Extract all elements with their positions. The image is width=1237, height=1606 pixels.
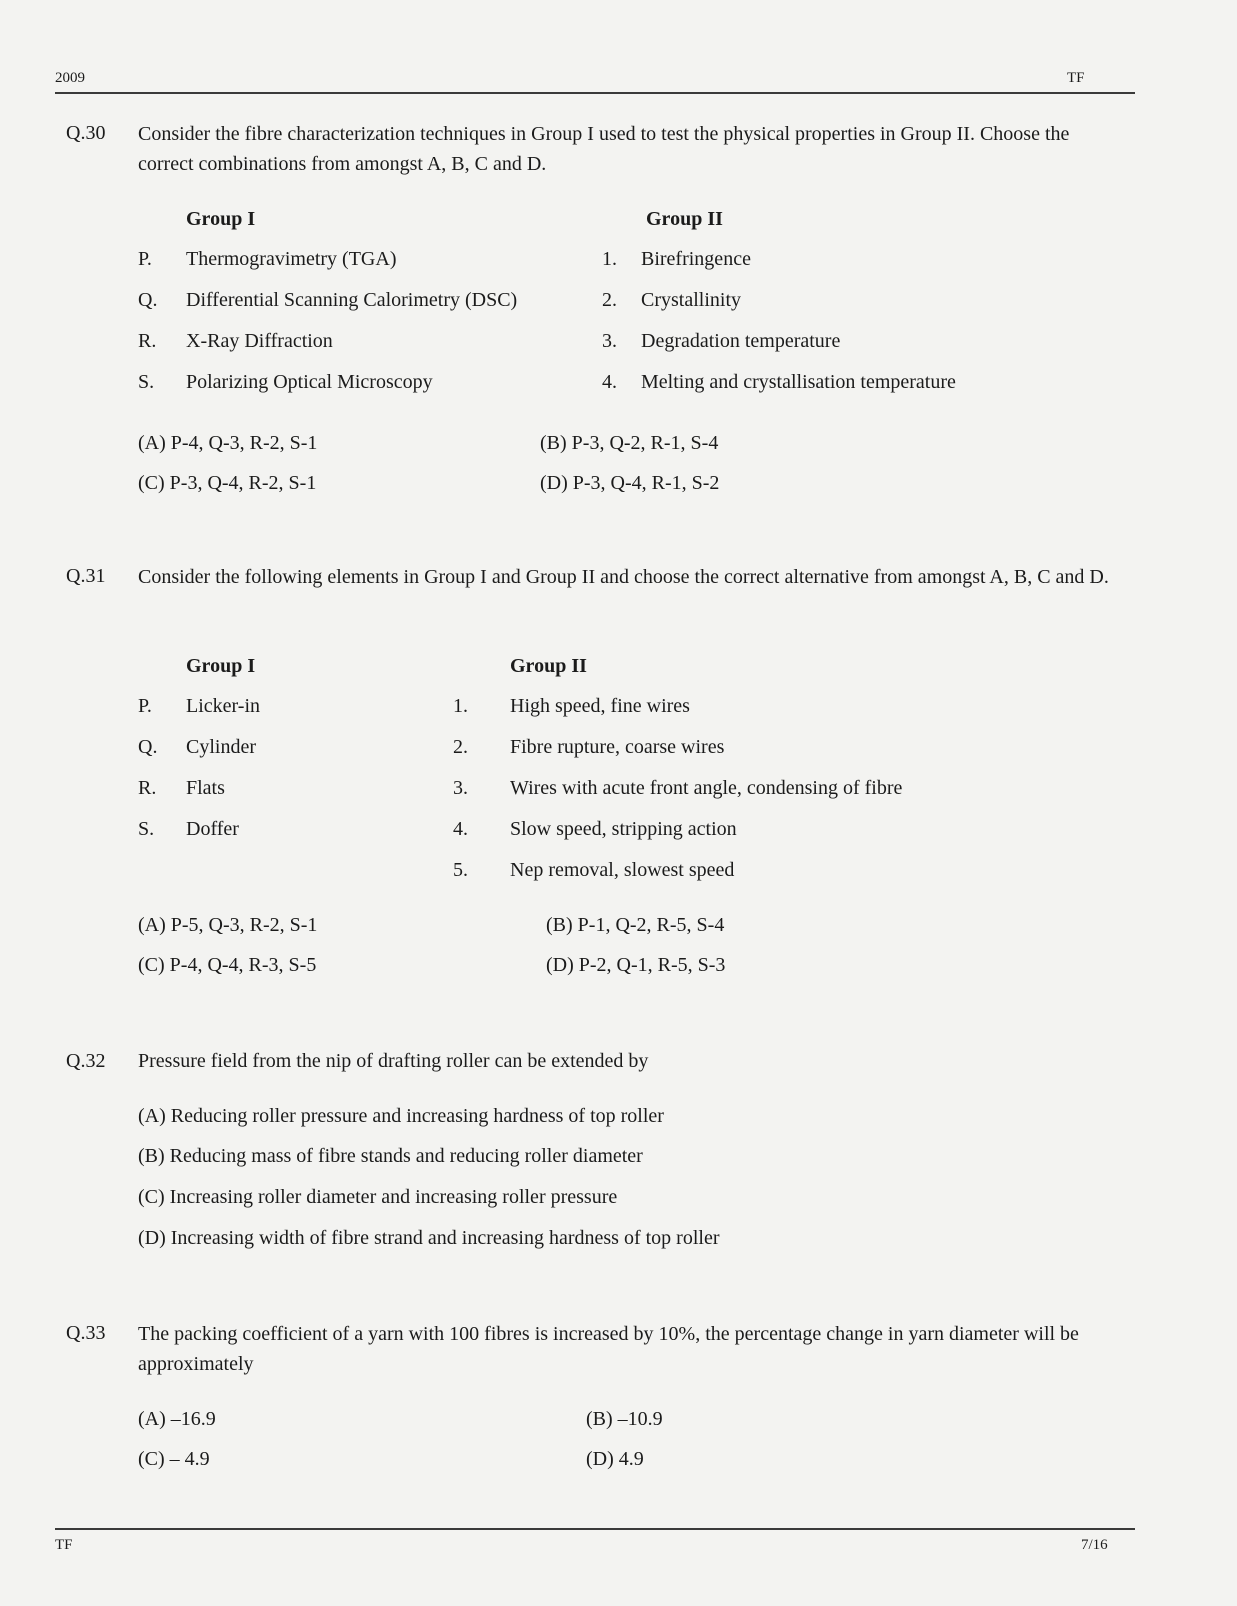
question-number: Q.33	[66, 1322, 106, 1344]
header-code: TF	[1067, 70, 1085, 86]
group-1-heading: Group I	[186, 655, 256, 677]
group-2-key: 4.	[453, 818, 468, 840]
group-1-key: P.	[138, 695, 152, 717]
group-1-key: S.	[138, 818, 155, 840]
option-c[interactable]: (C) Increasing roller diameter and increasing roller pressure	[138, 1186, 618, 1208]
question-text: The packing coefficient of a yarn with 100 fibres is increased by 10%, the percentage change in yarn diameter will be approximately	[138, 1323, 1079, 1375]
group-1-heading: Group I	[186, 208, 256, 230]
option-d[interactable]: (D) P-3, Q-4, R-1, S-2	[540, 472, 720, 494]
question-text: Consider the following elements in Group I and Group II and choose the correct alternative from amongst A, B, C and D.	[138, 566, 1109, 588]
group-2-key: 4.	[602, 371, 617, 393]
group-2-item: Wires with acute front angle, condensing of fibre	[510, 777, 903, 799]
option-b[interactable]: (B) Reducing mass of fibre stands and reducing roller diameter	[138, 1145, 643, 1167]
group-1-item: Thermogravimetry (TGA)	[186, 248, 397, 270]
option-b[interactable]: (B) P-1, Q-2, R-5, S-4	[546, 914, 725, 936]
page-number: 7/16	[1081, 1537, 1108, 1553]
group-1-key: R.	[138, 777, 157, 799]
group-2-item: Degradation temperature	[641, 330, 841, 352]
option-b[interactable]: (B) –10.9	[586, 1408, 663, 1430]
option-a[interactable]: (A) –16.9	[138, 1408, 216, 1430]
group-1-item: Doffer	[186, 818, 239, 840]
group-2-key: 2.	[453, 736, 468, 758]
option-c[interactable]: (C) P-4, Q-4, R-3, S-5	[138, 954, 317, 976]
option-a[interactable]: (A) Reducing roller pressure and increasing hardness of top roller	[138, 1105, 664, 1127]
question-number: Q.31	[66, 565, 106, 587]
option-c[interactable]: (C) P-3, Q-4, R-2, S-1	[138, 472, 317, 494]
group-2-key: 5.	[453, 859, 468, 881]
option-c[interactable]: (C) – 4.9	[138, 1448, 210, 1470]
group-2-heading: Group II	[510, 655, 587, 677]
group-2-key: 3.	[453, 777, 468, 799]
group-2-key: 1.	[602, 248, 617, 270]
group-2-heading: Group II	[646, 208, 723, 230]
footer-rule	[55, 1528, 1135, 1530]
group-1-item: X-Ray Diffraction	[186, 330, 333, 352]
header-rule	[55, 92, 1135, 94]
group-2-item: Crystallinity	[641, 289, 741, 311]
question-number: Q.32	[66, 1050, 106, 1072]
group-1-key: P.	[138, 248, 152, 270]
header-year: 2009	[55, 70, 85, 86]
group-1-item: Differential Scanning Calorimetry (DSC)	[186, 289, 518, 311]
group-1-item: Polarizing Optical Microscopy	[186, 371, 433, 393]
group-2-key: 3.	[602, 330, 617, 352]
group-1-item: Flats	[186, 777, 225, 799]
footer-code: TF	[55, 1537, 73, 1553]
group-2-item: Melting and crystallisation temperature	[641, 371, 956, 393]
option-a[interactable]: (A) P-5, Q-3, R-2, S-1	[138, 914, 318, 936]
option-a[interactable]: (A) P-4, Q-3, R-2, S-1	[138, 432, 318, 454]
option-d[interactable]: (D) 4.9	[586, 1448, 644, 1470]
group-1-item: Licker-in	[186, 695, 261, 717]
group-2-item: Birefringence	[641, 248, 751, 270]
group-2-key: 2.	[602, 289, 617, 311]
question-text: Consider the fibre characterization techniques in Group I used to test the physical properties in Group II. Choose the correct combinations from amongst A, B, C and D.	[138, 123, 1070, 175]
group-2-item: Slow speed, stripping action	[510, 818, 737, 840]
group-1-key: S.	[138, 371, 155, 393]
group-2-item: Fibre rupture, coarse wires	[510, 736, 725, 758]
option-d[interactable]: (D) P-2, Q-1, R-5, S-3	[546, 954, 726, 976]
group-1-key: Q.	[138, 289, 158, 311]
group-1-item: Cylinder	[186, 736, 256, 758]
group-2-item: High speed, fine wires	[510, 695, 690, 717]
group-2-item: Nep removal, slowest speed	[510, 859, 735, 881]
option-d[interactable]: (D) Increasing width of fibre strand and increasing hardness of top roller	[138, 1227, 720, 1249]
option-b[interactable]: (B) P-3, Q-2, R-1, S-4	[540, 432, 719, 454]
group-1-key: Q.	[138, 736, 158, 758]
group-1-key: R.	[138, 330, 157, 352]
question-text: Pressure field from the nip of drafting roller can be extended by	[138, 1050, 649, 1072]
group-2-key: 1.	[453, 695, 468, 717]
question-number: Q.30	[66, 122, 106, 144]
